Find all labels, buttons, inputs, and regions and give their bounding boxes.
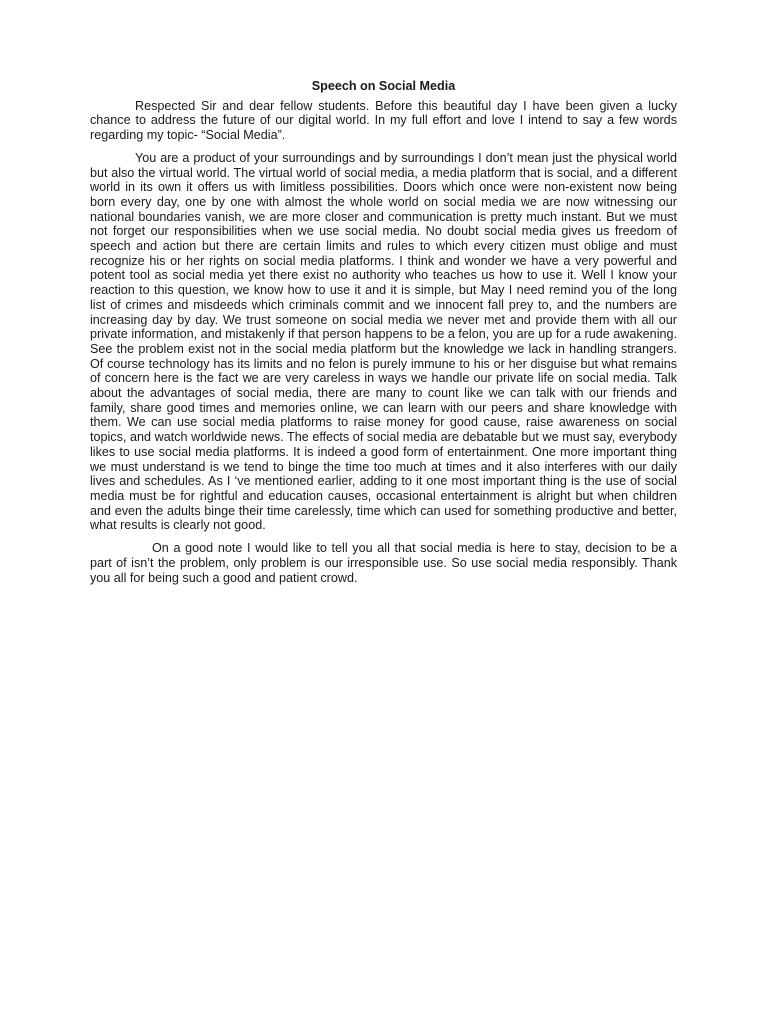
- document-body: [90, 79, 677, 593]
- paragraph-introduction: Respected Sir and dear fellow students. Before this beautiful day I have been given a lucky chance to address the future of our digital world. In my full effort and love I intend to say a few words regarding my topic- “Social Media”.: [90, 98, 677, 143]
- paragraph-main-body: You are a product of your surroundings and by surroundings I don’t mean just the physical world but also the virtual world. The virtual world of social media, a media platform that is social, and a different world in its own it offers us with limitless possibilities. Doors which once were non-existent now being born every day, one by one with almost the whole world on social media we are now witnessing our national boundaries vanish, we are more closer and communication is pretty much instant. But we must not forget our responsibilities when we use social media. No doubt social media gives us freedom of speech and action but there are certain limits and rules to which every citizen must oblige and must recognize his or her rights on social media platforms. I think and wonder we have a very powerful and potent tool as social media yet there exist no authority who teaches us how to use it. Well I know your reaction to this question, we know how to use it and it is simple, but May I need remind you of the long list of crimes and misdeeds which criminals commit and we innocent fall prey to, and the numbers are increasing day by day. We trust someone on social media we never met and provide them with all our private information, and mistakenly if that person happens to be a felon, you are up for a rude awakening. See the problem exist not in the social media platform but the knowledge we lack in handling strangers. Of course technology has its limits and no felon is purely immune to his or her disguise but what remains of concern here is the fact we are very careless in ways we handle our private life on social media. Talk about the advantages of social media, there are many to count like we can talk with our friends and family, share good times and memories online, we can learn with our peers and share knowledge with them. We can use social media platforms to raise money for good cause, raise awareness on social topics, and watch worldwide news. The effects of social media are debatable but we must say, everybody likes to use social media platforms. It is indeed a good form of entertainment. One more important thing we must understand is we tend to binge the time too much at times and it also interferes with our daily lives and schedules. As I ‘ve mentioned earlier, adding to it one most important thing is the use of social media must be for rightful and education causes, occasional entertainment is alright but when children and even the adults binge their time carelessly, time which can used for something productive and better, what results is clearly not good.: [90, 150, 677, 533]
- document-title: Speech on Social Media: [311, 79, 456, 93]
- paragraph-conclusion: On a good note I would like to tell you all that social media is here to stay, decision to be a part of isn’t the problem, only problem is our irresponsible use. So use social media responsibly. Thank you all for being such a good and patient crowd.: [90, 541, 677, 585]
